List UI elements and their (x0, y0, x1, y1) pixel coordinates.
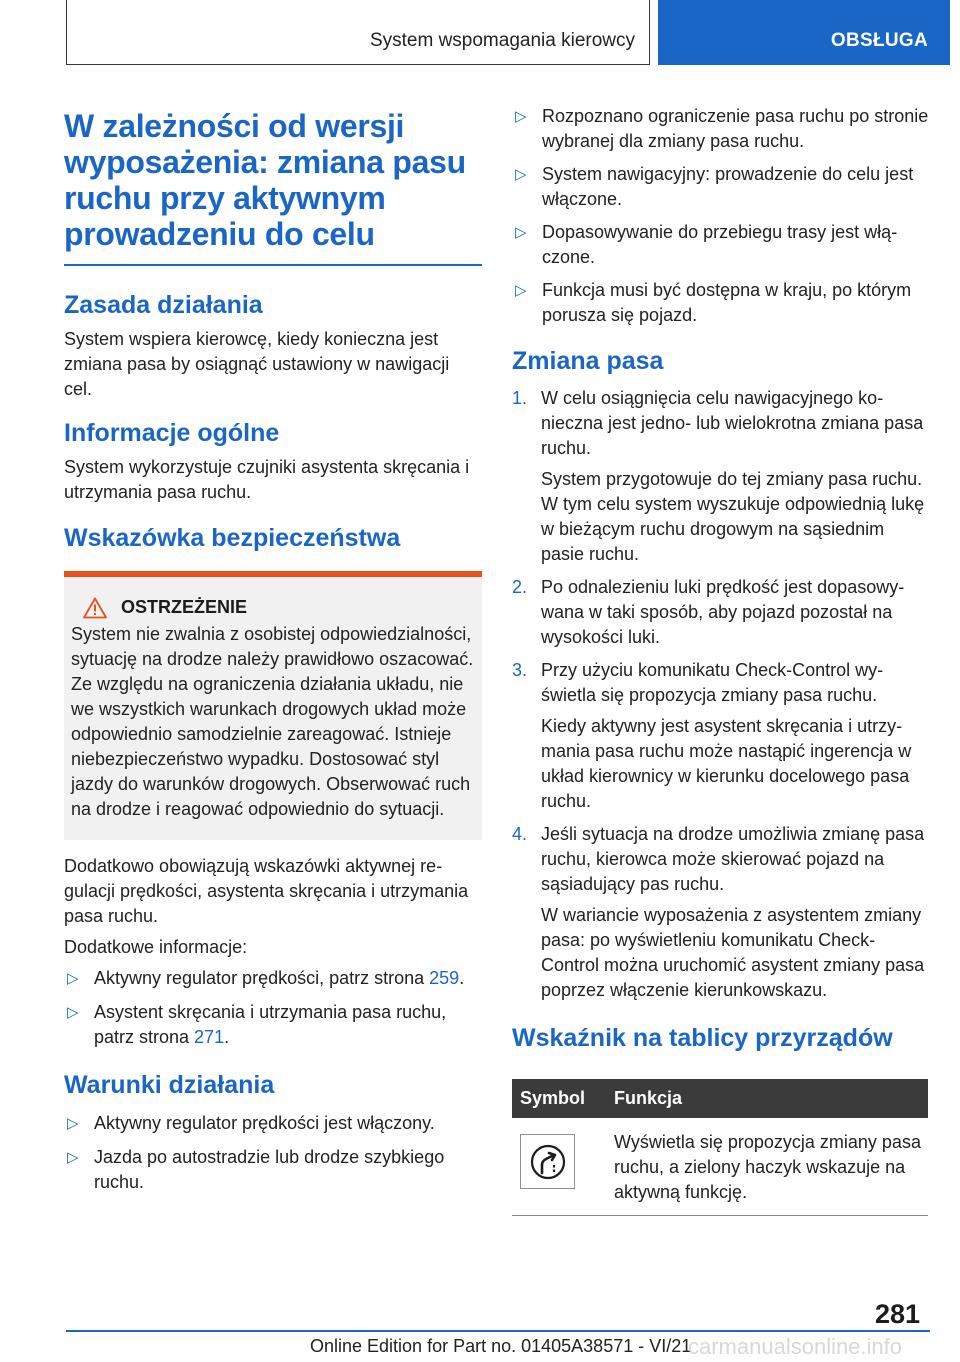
heading-general: Informacje ogólne (64, 418, 280, 447)
list-item: ▷ Aktywny regulator prędkości jest włączony. (64, 1111, 482, 1136)
table-header-function: Funkcja (606, 1079, 928, 1118)
table-row (512, 1118, 928, 1216)
list-item: ▷ Aktywny regulator prędkości, patrz strona 259. (64, 966, 482, 991)
heading-indicator: Wskaźnik na tablicy przyrządów (512, 1024, 893, 1052)
left-column (64, 108, 482, 1195)
lane-change-icon (520, 1134, 575, 1189)
heading-conditions: Warunki działania (64, 1070, 275, 1099)
triangle-bullet-icon: ▷ (67, 1003, 79, 1021)
list-item: ▷ Asystent skręcania i utrzymania pasa ruchu, patrz strona 271. (67, 1001, 447, 1047)
page-number: 281 (875, 1299, 921, 1329)
lane-change-steps (512, 386, 929, 1003)
list-item: ▷ Jazda po autostradzie lub drodze szybkiego ruchu. (67, 1146, 445, 1192)
warning-header (71, 597, 474, 619)
warning-triangle-icon (83, 597, 107, 619)
page-link-271[interactable]: 271 (194, 1026, 225, 1047)
general-text: System wykorzystuje czujniki asystenta skręcania i utrzymania pasa ruchu. (64, 456, 470, 502)
header-section-title: System wspomagania kierowcy (369, 30, 635, 51)
triangle-bullet-icon: ▷ (515, 108, 527, 125)
list-item: ▷ System nawigacyjny: prowadzenie do celu jest włączone. (515, 164, 914, 209)
page-link-259[interactable]: 259 (429, 967, 460, 988)
header-chapter-tab[interactable] (658, 0, 950, 65)
triangle-bullet-icon: ▷ (515, 282, 527, 299)
heading-principle: Zasada działania (64, 290, 263, 319)
header-section-box (66, 0, 650, 65)
step-item: 1. W celu osiągnięcia celu nawigacyjnego konieczna jest jedno- lub wielokrotna zmiana pasa ruchu. System przygotowuje do tej zmiany pasa ruchu. W tym celu system wyszukuje odpowiednią lukę w bieżącym ruchu drogowym na sąsiednim pasie ruchu. (512, 388, 925, 564)
triangle-bullet-icon: ▷ (515, 224, 527, 241)
title-divider (64, 264, 482, 266)
list-item: ▷ Dopasowywanie do przebiegu trasy jest włączone. (515, 222, 898, 267)
triangle-bullet-icon: ▷ (515, 166, 527, 183)
footer-divider (66, 1330, 930, 1332)
warning-label: OSTRZEŻENIE (121, 597, 248, 617)
table-header-symbol: Symbol (512, 1079, 606, 1118)
heading-lane-change: Zmiana pasa (512, 347, 664, 375)
warning-text: System nie zwalnia z osobistej odpowiedzialności, sytuację na drodze należy prawidłowo oszacować. Ze względu na ograniczenia działania układu, nie we wszystkich warunkach drogowych układ może odpowiednio samodzielnie zareagować. Istnieje niebezpieczeństwo wypadku. Dostosować styl jazdy do warunków drogowych. Obserwować ruch na drodze i reagować odpowiednio do sytuacji. (71, 623, 474, 819)
footer-edition: Online Edition for Part no. 01405A38571 - VI/21 (310, 1336, 692, 1356)
page-title: W zależności od wersji wyposażenia: zmiana pasu ruchu przy aktywnym prowadzeniu do celu (64, 108, 466, 252)
step-number: 3. (512, 660, 528, 680)
list-item: ▷ Rozpoznano ograniczenie pasa ruchu po stronie wybranej dla zmiany pasa ruchu. (515, 106, 929, 151)
footer-watermark: carmanualsonline.info (688, 1334, 903, 1359)
more-info-label: Dodatkowe informacje: (64, 936, 248, 957)
indicator-table (512, 1079, 928, 1216)
reference-list (64, 966, 482, 1050)
step-item: 3. Przy użyciu komunikatu Check-Control wyświetla się propozycja zmiany pasa ruchu. Kiedy aktywny jest asystent skręcania i utrzymania pasa ruchu może nastąpić ingerencja w układ kierownicy w kierunku docelowego pasa ruchu. (512, 660, 912, 811)
triangle-bullet-icon: ▷ (67, 1114, 79, 1132)
right-column (512, 104, 929, 1216)
principle-text: System wspiera kierowcę, kiedy konieczna jest zmiana pasa by osiągnąć ustawiony w nawigacji cel. (64, 328, 450, 399)
step-item: 2. Po odnalezieniu luki prędkość jest dopasowywana w taki sposób, aby pojazd pozostał na wysokości luki. (512, 577, 905, 647)
heading-safety: Wskazówka bezpieczeństwa (64, 523, 401, 552)
conditions-list (64, 1111, 482, 1195)
list-item: ▷ Funkcja musi być dostępna w kraju, po którym porusza się pojazd. (515, 280, 912, 325)
step-number: 4. (512, 824, 528, 844)
step-number: 2. (512, 577, 528, 597)
step-number: 1. (512, 388, 528, 408)
triangle-bullet-icon: ▷ (67, 969, 79, 987)
triangle-bullet-icon: ▷ (67, 1148, 79, 1166)
table-cell-function: Wyświetla się propozycja zmiany pasa ruchu, a zielony haczyk wskazuje na aktywną funkcję. (614, 1132, 921, 1202)
conditions-list-continued (512, 104, 929, 328)
step-item: 4. Jeśli sytuacja na drodze umożliwia zmianę pasa ruchu, kierowca może skierować pojazd na sąsiadujący pas ruchu. W wariancie wyposażenia z asystentem zmiany pasa: po wyświetleniu komunikatu Check-Control można uruchomić asystent zmiany pasa poprzez włączenie kierunkowskazu. (512, 824, 925, 1000)
warning-box (64, 571, 482, 840)
header-chapter-label: OBSŁUGA (830, 30, 928, 51)
additional-text: Dodatkowo obowiązują wskazówki aktywnej regulacji prędkości, asystenta skręcania i utrzymania pasa ruchu. (64, 855, 469, 926)
